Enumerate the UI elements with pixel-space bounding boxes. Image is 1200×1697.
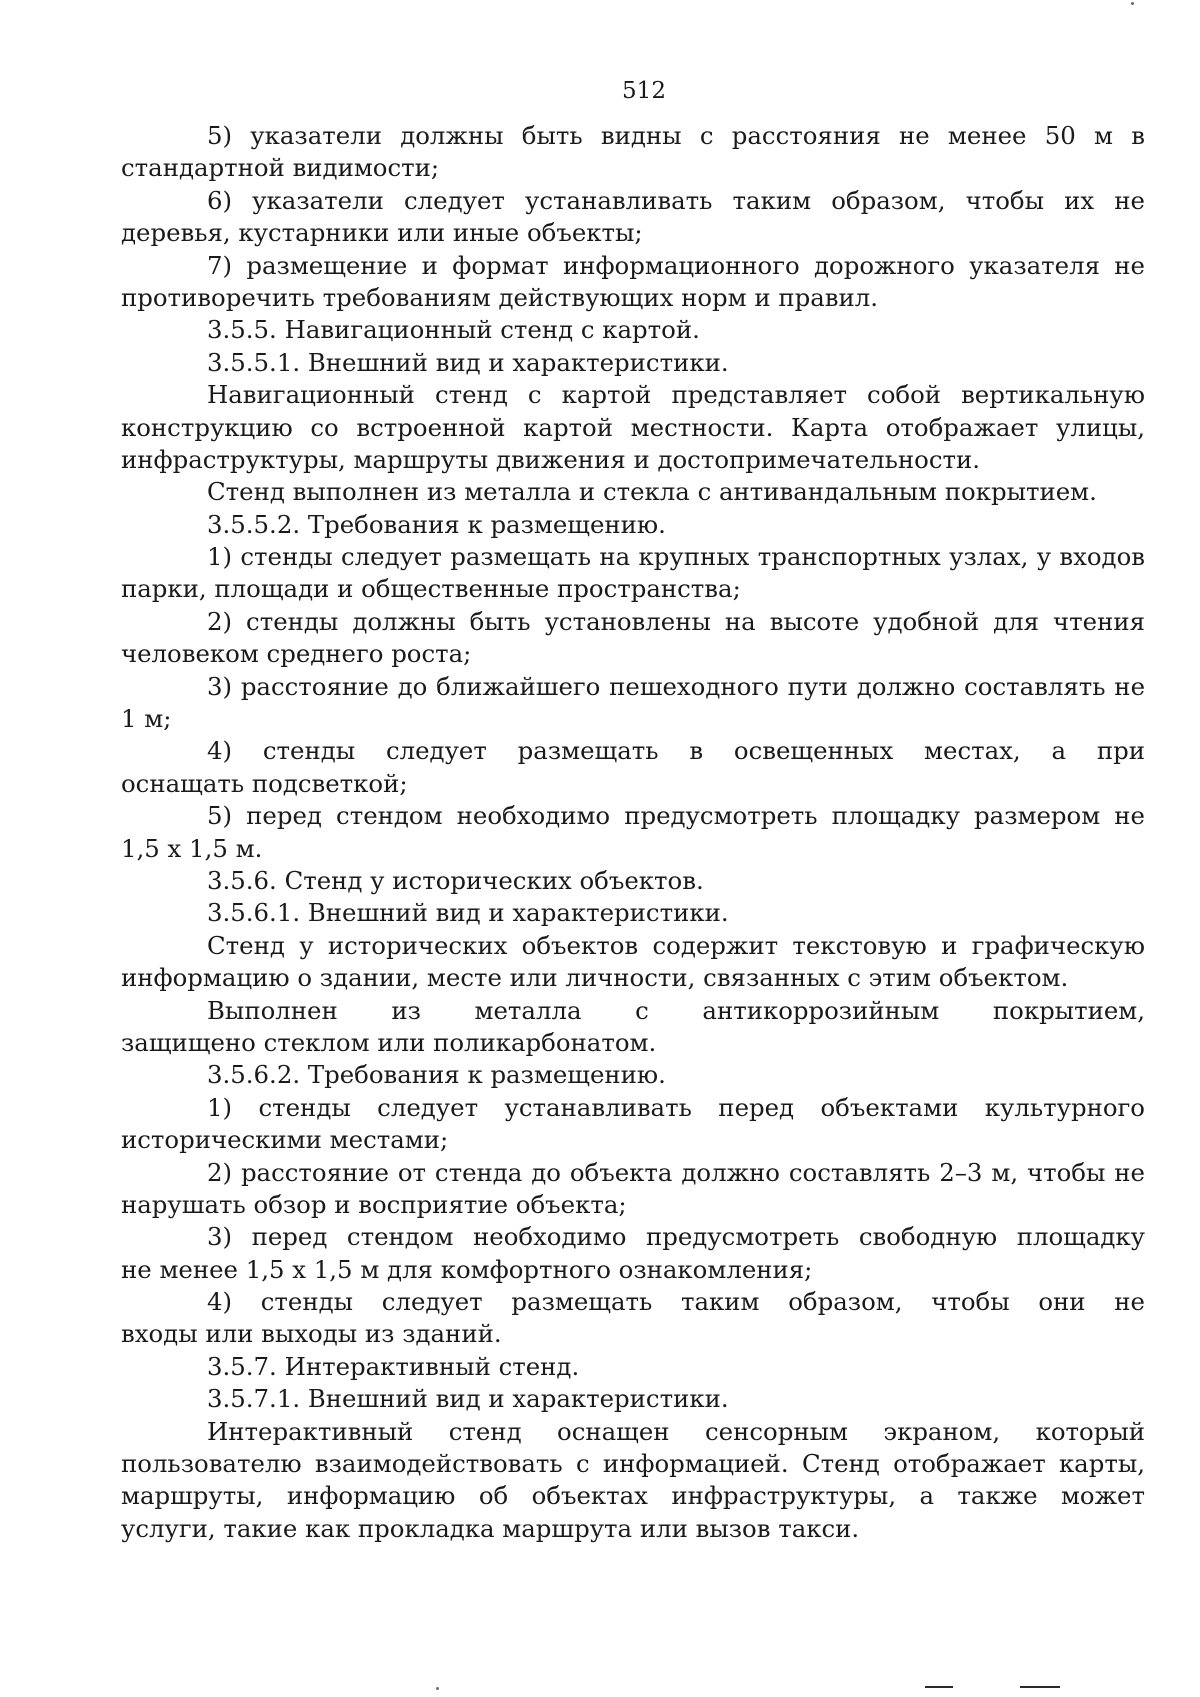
scan-artifact-mark xyxy=(925,1686,953,1688)
text-line: маршруты, информацию об объектах инфраструктуры, а также может xyxy=(121,1481,1145,1511)
text-line: не менее 1,5 х 1,5 м для комфортного ознакомления; xyxy=(121,1254,813,1284)
text-line: историческими местами; xyxy=(121,1125,449,1155)
text-line: 3.5.6.2. Требования к размещению. xyxy=(207,1060,666,1090)
text-line: деревья, кустарники или иные объекты; xyxy=(121,218,643,248)
text-line: 1,5 х 1,5 м. xyxy=(121,833,263,863)
body-text xyxy=(121,120,1145,1545)
text-line: 5) указатели должны быть видны с расстояния не менее 50 м в xyxy=(207,121,1145,150)
text-line: 7) размещение и формат информационного дорожного указателя не xyxy=(207,250,1145,280)
text-line: конструкцию со встроенной картой местности. Карта отображает улицы, xyxy=(121,412,1145,442)
text-line: 1 м; xyxy=(121,704,172,734)
text-line: 3.5.5. Навигационный стенд с картой. xyxy=(207,315,700,345)
text-line: 3.5.6.1. Внешний вид и характеристики. xyxy=(207,898,729,928)
text-line: оснащать подсветкой; xyxy=(121,768,408,798)
text-line: человеком среднего роста; xyxy=(121,639,472,669)
scan-artifact-mark xyxy=(1020,1686,1060,1688)
text-line: Выполнен из металла с антикоррозийным покрытием, xyxy=(207,995,1145,1025)
text-line: парки, площади и общественные пространства; xyxy=(121,574,741,604)
text-line: 4) стенды следует размещать в освещенных местах, а при xyxy=(207,736,1145,766)
text-line: 5) перед стендом необходимо предусмотреть площадку размером не xyxy=(207,801,1145,831)
text-line: 3.5.7. Интерактивный стенд. xyxy=(207,1351,580,1381)
text-line: 1) стенды следует устанавливать перед объектами культурного xyxy=(207,1092,1145,1122)
text-line: стандартной видимости; xyxy=(121,153,440,183)
text-line: нарушать обзор и восприятие объекта; xyxy=(121,1189,627,1219)
text-line: 3) перед стендом необходимо предусмотреть свободную площадку xyxy=(207,1222,1145,1252)
text-line: 6) указатели следует устанавливать таким образом, чтобы их не xyxy=(207,185,1145,215)
text-line: Навигационный стенд с картой представляет собой вертикальную xyxy=(207,380,1145,410)
scan-artifact-dot xyxy=(436,1687,439,1690)
text-line: информацию о здании, месте или личности, связанных с этим объектом. xyxy=(121,963,1069,993)
text-line: 3.5.7.1. Внешний вид и характеристики. xyxy=(207,1384,729,1414)
text-line: 1) стенды следует размещать на крупных транспортных узлах, у входов xyxy=(207,542,1145,572)
text-line: защищено стеклом или поликарбонатом. xyxy=(121,1027,657,1057)
text-line: 4) стенды следует размещать таким образом, чтобы они не xyxy=(207,1287,1145,1317)
text-line: входы или выходы из зданий. xyxy=(121,1319,502,1349)
text-line: противоречить требованиям действующих норм и правил. xyxy=(121,282,879,312)
text-line: пользователю взаимодействовать с информацией. Стенд отображает карты, xyxy=(121,1449,1145,1479)
text-line: 3) расстояние до ближайшего пешеходного пути должно составлять не xyxy=(207,671,1145,701)
text-line: 3.5.5.2. Требования к размещению. xyxy=(207,509,666,539)
text-line: 3.5.6. Стенд у исторических объектов. xyxy=(207,865,704,895)
text-line: Стенд у исторических объектов содержит текстовую и графическую xyxy=(207,930,1145,960)
text-line: Стенд выполнен из металла и стекла с антивандальным покрытием. xyxy=(207,477,1097,507)
text-line: услуги, такие как прокладка маршрута или вызов такси. xyxy=(121,1513,860,1543)
text-line: Интерактивный стенд оснащен сенсорным экраном, который xyxy=(207,1416,1145,1446)
text-line: 3.5.5.1. Внешний вид и характеристики. xyxy=(207,347,729,377)
text-line: инфраструктуры, маршруты движения и достопримечательности. xyxy=(121,444,981,474)
text-line: 2) расстояние от стенда до объекта должно составлять 2–3 м, чтобы не xyxy=(207,1157,1145,1187)
scan-artifact-dot xyxy=(1131,2,1134,5)
page-number: 512 xyxy=(622,78,666,104)
text-line: 2) стенды должны быть установлены на высоте удобной для чтения xyxy=(207,606,1145,636)
